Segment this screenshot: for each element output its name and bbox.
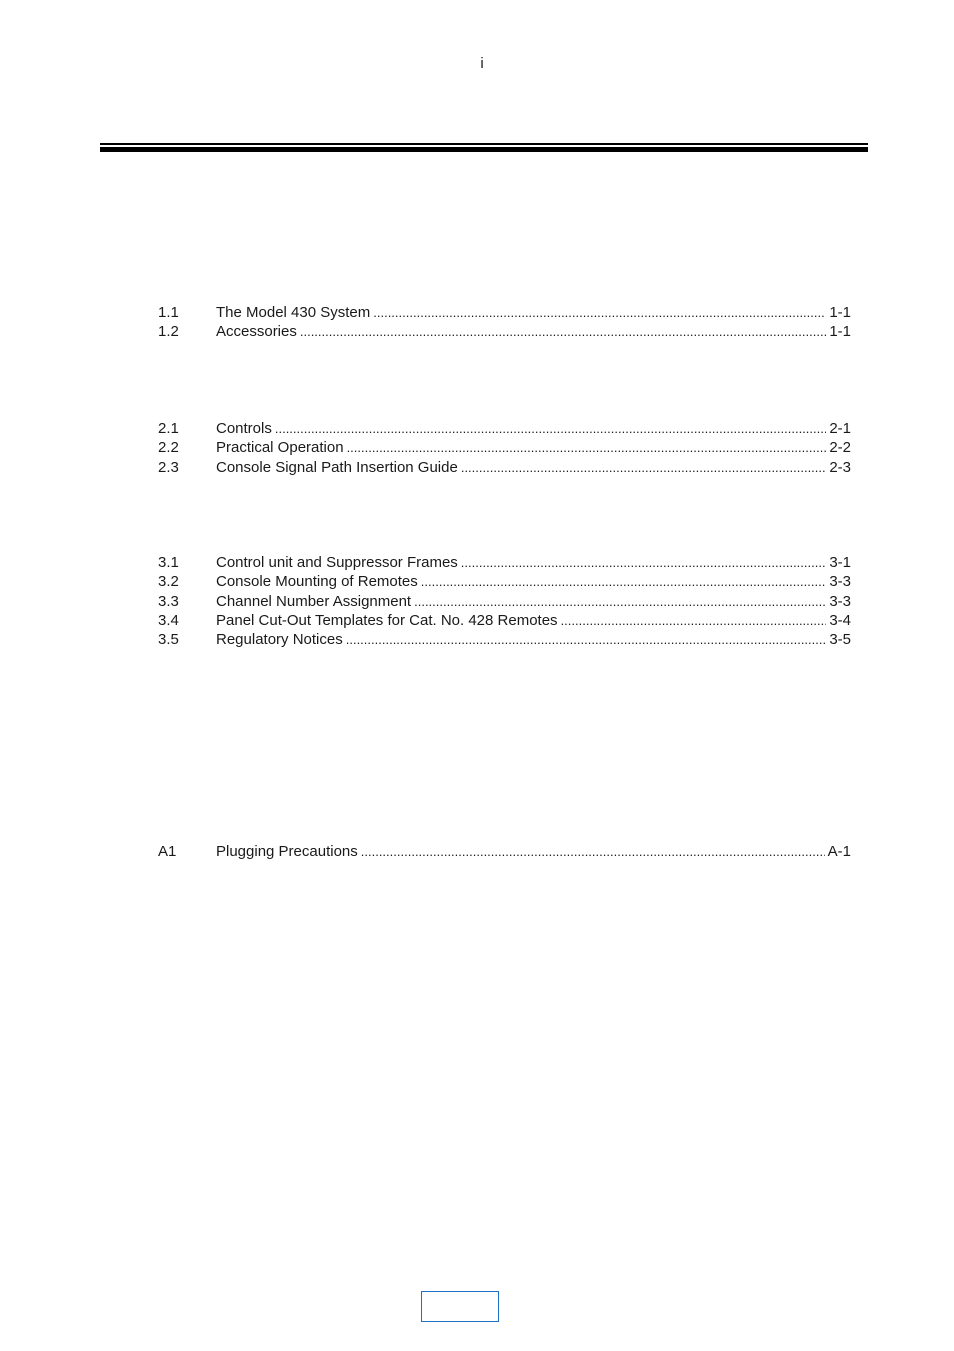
toc-entry[interactable] [158, 611, 851, 630]
toc-leader-dots [373, 303, 826, 322]
toc-section-appendix [158, 842, 851, 861]
toc-entry-title: Control unit and Suppressor Frames [216, 554, 458, 571]
toc-entry-title: Regulatory Notices [216, 631, 343, 649]
toc-entry-page: 3-4 [829, 611, 851, 629]
toc-leader-dots [461, 458, 826, 477]
toc-section-1 [158, 303, 851, 342]
toc-entry-page: 2-3 [829, 458, 851, 476]
toc-leader-dots [421, 572, 827, 591]
toc-leader-dots [346, 630, 827, 649]
toc-leader-dots [300, 322, 826, 341]
toc-entry-page: 2-1 [829, 420, 851, 437]
toc-entry[interactable] [158, 322, 851, 341]
toc-leader-dots [275, 419, 826, 438]
toc-entry-page: 1-1 [829, 304, 851, 321]
toc-entry-number: 3.1 [158, 554, 179, 571]
toc-leader-dots [461, 553, 827, 572]
toc-entry-number: A1 [158, 843, 177, 860]
toc-leader-dots [561, 611, 827, 630]
toc-entry-title: Accessories [216, 323, 297, 341]
toc-entry-page: 3-5 [829, 631, 851, 649]
toc-entry-page: 3-3 [829, 573, 851, 591]
toc-entry-number: 1.1 [158, 304, 179, 321]
toc-entry-number: 2.2 [158, 439, 179, 457]
toc-entry-number: 1.2 [158, 323, 179, 341]
toc-entry-page: 3-1 [829, 554, 851, 571]
toc-entry-number: 3.3 [158, 592, 179, 610]
toc-entry-number: 2.1 [158, 420, 179, 437]
toc-entry-number: 3.2 [158, 573, 179, 591]
toc-entry-title: Console Signal Path Insertion Guide [216, 458, 458, 476]
toc-entry[interactable] [158, 553, 851, 572]
header-rule-thin [100, 143, 868, 145]
toc-section-2 [158, 419, 851, 477]
toc-entry-page: 1-1 [829, 323, 851, 341]
toc-entry-page: A-1 [827, 843, 851, 860]
toc-entry[interactable] [158, 419, 851, 438]
toc-entry-title: The Model 430 System [216, 304, 371, 321]
toc-entry[interactable] [158, 458, 851, 477]
toc-entry-page: 3-3 [829, 592, 851, 610]
toc-entry-title: Plugging Precautions [216, 843, 358, 860]
toc-entry-title: Console Mounting of Remotes [216, 573, 418, 591]
toc-entry-title: Panel Cut-Out Templates for Cat. No. 428 Remotes [216, 611, 558, 629]
header-rule-thick [100, 147, 868, 152]
toc-entry[interactable] [158, 630, 851, 649]
toc-entry-title: Channel Number Assignment [216, 592, 412, 610]
toc-leader-dots [414, 592, 826, 611]
page-number: i [480, 55, 484, 72]
toc-section-3 [158, 553, 851, 649]
toc-entry-number: 3.4 [158, 611, 179, 629]
toc-entry[interactable] [158, 438, 851, 457]
toc-entry-title: Practical Operation [216, 439, 344, 457]
toc-leader-dots [347, 438, 827, 457]
toc-entry-title: Controls [216, 420, 272, 437]
toc-leader-dots [361, 842, 825, 861]
toc-entry[interactable] [158, 592, 851, 611]
toc-entry[interactable] [158, 572, 851, 591]
toc-entry[interactable] [158, 303, 851, 322]
toc-entry-number: 2.3 [158, 458, 179, 476]
toc-entry-page: 2-2 [829, 439, 851, 457]
toc-entry[interactable] [158, 842, 851, 861]
footer-box [421, 1291, 499, 1322]
toc-entry-number: 3.5 [158, 631, 179, 649]
